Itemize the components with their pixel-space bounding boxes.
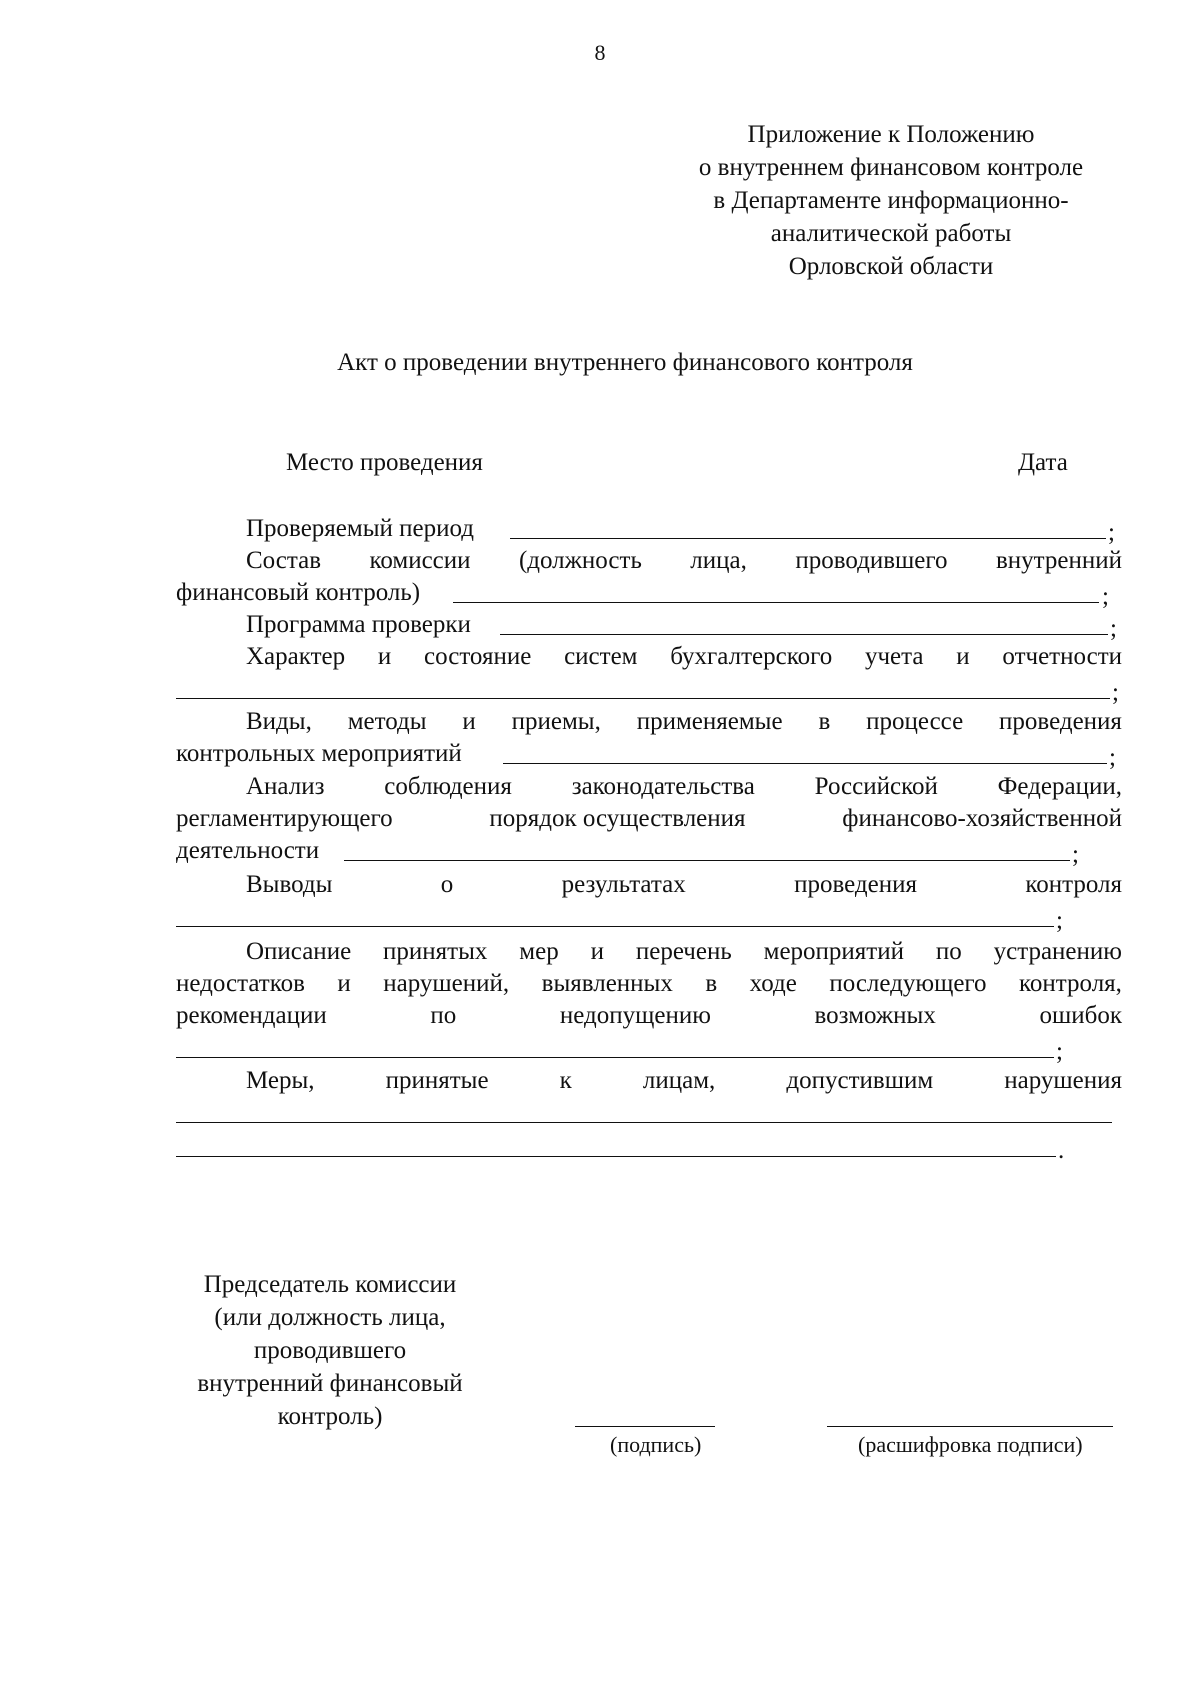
period-label: Проверяемый период	[246, 515, 475, 542]
appendix-line-5: Орловской области	[788, 253, 994, 280]
accounting-blank	[176, 674, 1110, 699]
accounting-word: учета	[864, 643, 924, 670]
methods-semicolon: ;	[1109, 744, 1116, 771]
place-label: Место проведения	[286, 449, 483, 476]
methods-word: и	[462, 708, 476, 735]
accounting-word: Характер	[246, 643, 346, 670]
methods-blank	[503, 739, 1107, 764]
measures-word: недопущению	[559, 1002, 711, 1029]
measures-word: и	[337, 970, 351, 997]
measures-row-4	[176, 1033, 1122, 1063]
appendix-line-3: в Департаменте информационно-	[713, 187, 1069, 214]
persons-word: лицам,	[642, 1067, 716, 1094]
measures-word: по	[935, 938, 962, 965]
conclusions-row-2	[176, 902, 1122, 932]
commission-word: проводившего	[795, 547, 948, 574]
commission-blank	[453, 578, 1099, 603]
accounting-word: и	[956, 643, 970, 670]
signature-caption: (подпись)	[610, 1432, 702, 1457]
analysis-row-3	[176, 836, 1122, 866]
analysis-word: регламентирующего	[176, 805, 393, 832]
measures-word: недостатков	[176, 970, 305, 997]
signature-decode-line	[827, 1424, 1113, 1427]
methods-word: проведения	[999, 708, 1122, 735]
accounting-word: систем	[564, 643, 638, 670]
measures-word: перечень	[635, 938, 732, 965]
conclusions-word: контроля	[1025, 871, 1122, 898]
appendix-line-1: Приложение к Положению	[747, 121, 1035, 148]
persons-row-3	[176, 1132, 1122, 1162]
methods-word: процессе	[866, 708, 964, 735]
methods-word: методы	[347, 708, 427, 735]
measures-word: нарушений,	[383, 970, 510, 997]
chairman-line-2: (или должность лица,	[214, 1304, 446, 1331]
methods-word: в	[818, 708, 831, 735]
measures-word: возможных	[814, 1002, 936, 1029]
methods-word: Виды,	[246, 708, 312, 735]
conclusions-word: Выводы	[246, 871, 333, 898]
measures-semicolon: ;	[1056, 1038, 1063, 1065]
persons-row-1	[246, 1066, 1122, 1096]
analysis-word: Российской	[814, 773, 938, 800]
analysis-semicolon: ;	[1072, 841, 1079, 868]
methods-row-1	[246, 707, 1122, 737]
persons-blank-1	[176, 1098, 1112, 1123]
conclusions-row-1	[246, 870, 1122, 900]
persons-period: .	[1058, 1137, 1065, 1164]
chairman-line-3: проводившего	[253, 1337, 407, 1364]
methods-row-2	[176, 739, 1122, 769]
measures-row-1	[246, 937, 1122, 967]
commission-word: комиссии	[369, 547, 471, 574]
analysis-word: законодательства	[571, 773, 755, 800]
period-row	[176, 514, 1122, 544]
persons-word: к	[559, 1067, 572, 1094]
measures-word: и	[590, 938, 604, 965]
commission-word: Состав	[246, 547, 322, 574]
analysis-word: Федерации,	[997, 773, 1122, 800]
measures-blank	[176, 1033, 1054, 1058]
conclusions-blank	[176, 902, 1054, 927]
measures-word: ошибок	[1039, 1002, 1122, 1029]
commission-semicolon: ;	[1102, 583, 1109, 610]
measures-row-2	[176, 969, 1122, 999]
accounting-word: бухгалтерского	[670, 643, 833, 670]
accounting-row-1	[246, 642, 1122, 672]
measures-word: контроля,	[1019, 970, 1122, 997]
analysis-row-2	[176, 804, 1122, 834]
program-label: Программа проверки	[246, 611, 471, 638]
persons-word: нарушения	[1004, 1067, 1122, 1094]
measures-word: последующего	[829, 970, 987, 997]
accounting-semicolon: ;	[1112, 679, 1119, 706]
measures-word: Описание	[246, 938, 352, 965]
persons-word: допустившим	[786, 1067, 934, 1094]
commission-word: внутренний	[995, 547, 1122, 574]
program-semicolon: ;	[1110, 615, 1117, 642]
signature-decode-caption: (расшифровка подписи)	[858, 1432, 1083, 1457]
analysis-word: финансово-хозяйственной	[842, 805, 1122, 832]
period-blank	[510, 514, 1106, 539]
program-blank	[500, 610, 1108, 635]
persons-row-2	[176, 1098, 1122, 1128]
date-label: Дата	[1018, 449, 1068, 476]
measures-word: принятых	[383, 938, 488, 965]
accounting-word: отчетности	[1002, 643, 1122, 670]
accounting-row-2	[176, 674, 1122, 704]
conclusions-word: о	[440, 871, 454, 898]
measures-word: ходе	[749, 970, 797, 997]
commission-word: (должность	[518, 547, 642, 574]
methods-word: применяемые	[636, 708, 783, 735]
measures-word: рекомендации	[176, 1002, 327, 1029]
analysis-blank	[344, 836, 1070, 861]
analysis-label: деятельности	[176, 837, 320, 864]
accounting-word: и	[377, 643, 392, 670]
measures-word: по	[430, 1002, 457, 1029]
appendix-line-4: аналитической работы	[770, 220, 1012, 247]
measures-word: мер	[519, 938, 559, 965]
chairman-block	[150, 1268, 510, 1433]
appendix-line-2: о внутреннем финансовом контроле	[698, 154, 1084, 181]
measures-word: выявленных	[541, 970, 673, 997]
conclusions-word: проведения	[794, 871, 917, 898]
persons-blank-2	[176, 1132, 1056, 1157]
signature-line	[575, 1424, 715, 1427]
measures-word: устранению	[993, 938, 1122, 965]
methods-label: контрольных мероприятий	[176, 740, 462, 767]
persons-word: принятые	[385, 1067, 489, 1094]
analysis-word: порядок осуществления	[489, 805, 746, 832]
commission-word: лица,	[690, 547, 747, 574]
commission-row-1	[246, 546, 1122, 576]
commission-label: финансовый контроль)	[176, 579, 421, 606]
conclusions-semicolon: ;	[1056, 907, 1063, 934]
document-title: Акт о проведении внутреннего финансового контроля	[337, 349, 913, 376]
conclusions-word: результатах	[561, 871, 686, 898]
page-number: 8	[594, 40, 606, 65]
commission-row-2	[176, 578, 1122, 608]
period-semicolon: ;	[1108, 519, 1115, 546]
persons-word: Меры,	[246, 1067, 315, 1094]
chairman-line-4: внутренний финансовый	[197, 1370, 463, 1397]
chairman-line-1: Председатель комиссии	[203, 1271, 457, 1298]
measures-word: мероприятий	[763, 938, 904, 965]
analysis-word: соблюдения	[384, 773, 512, 800]
measures-row-3	[176, 1001, 1122, 1031]
methods-word: приемы,	[511, 708, 601, 735]
analysis-row-1	[246, 772, 1122, 802]
analysis-word: Анализ	[246, 773, 325, 800]
accounting-word: состояние	[424, 643, 532, 670]
measures-word: в	[705, 970, 718, 997]
chairman-line-5: контроль)	[277, 1403, 383, 1430]
appendix-header	[620, 118, 1162, 283]
program-row	[176, 610, 1122, 640]
